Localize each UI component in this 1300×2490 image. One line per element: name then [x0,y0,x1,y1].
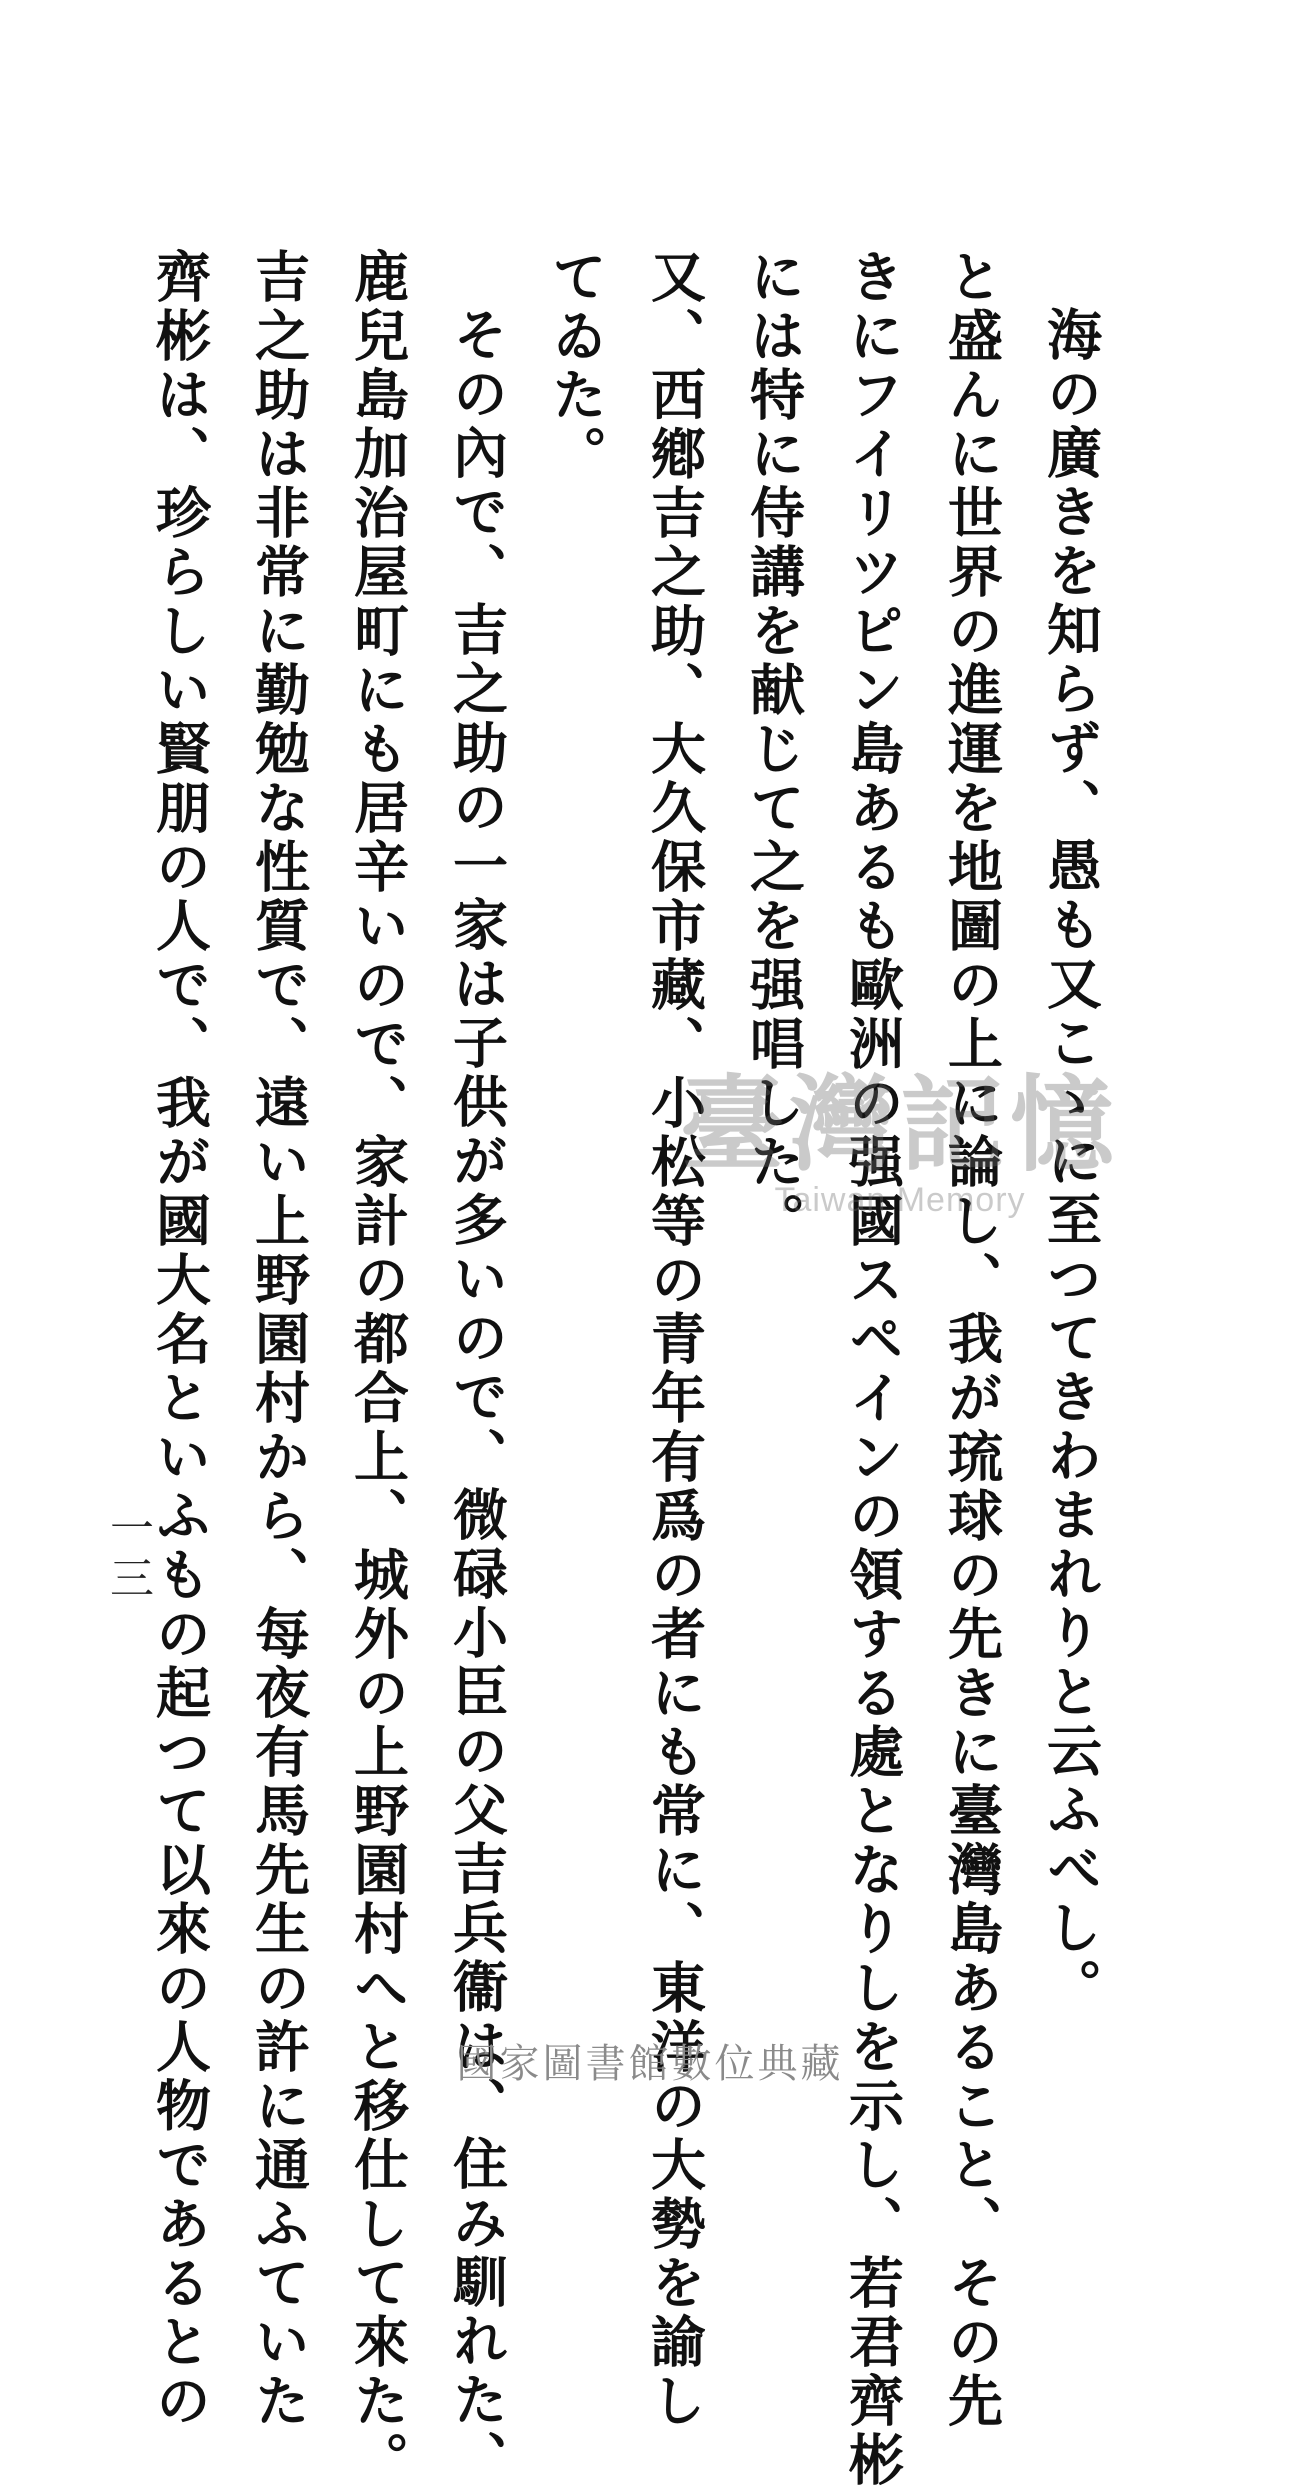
footer-credit: 國家圖書館數位典藏 [456,2041,844,2087]
text-column-2: と盛んに世界の進運を地圖の上に論し、我が琉球の先きに臺灣島あること、その先 [939,248,1004,2431]
text-column-3: きにフイリツピン島あるも歐洲の强國スペインの領する處となりしを示し、若君齊彬 [840,248,905,2490]
text-column-1: 海の廣きを知らず、愚も又こゝに至つてきわまれりと云ふべし。 [1038,306,1103,2017]
text-column-9: 吉之助は非常に勤勉な性質で、遠い上野園村から、每夜有馬先生の許に通ふていた [246,248,311,2431]
page-number: 一三 [102,1505,153,1605]
watermark-title: 臺灣記憶 [679,1063,1120,1186]
watermark-subtitle: Taiwan Memory [774,1181,1026,1219]
text-column-7: その內で、吉之助の一家は子供が多いので、微碌小臣の父吉兵衞は、住み馴れた、 [444,306,509,2489]
text-column-4: には特に侍講を献じて之を强唱した。 [741,248,806,1251]
text-column-5: 又、西鄕吉之助、大久保市藏、小松等の青年有爲の者にも常に、東洋の大勢を諭し [642,248,707,2431]
text-column-10: 齊彬は、珍らしい賢朋の人で、我が國大名といふもの起つて以來の人物であるとの [147,248,212,2431]
text-column-6: てゐた。 [543,248,608,484]
text-column-8: 鹿兒島加治屋町にも居辛いので、家計の都合上、城外の上野園村へと移仕して來た。 [345,248,410,2490]
